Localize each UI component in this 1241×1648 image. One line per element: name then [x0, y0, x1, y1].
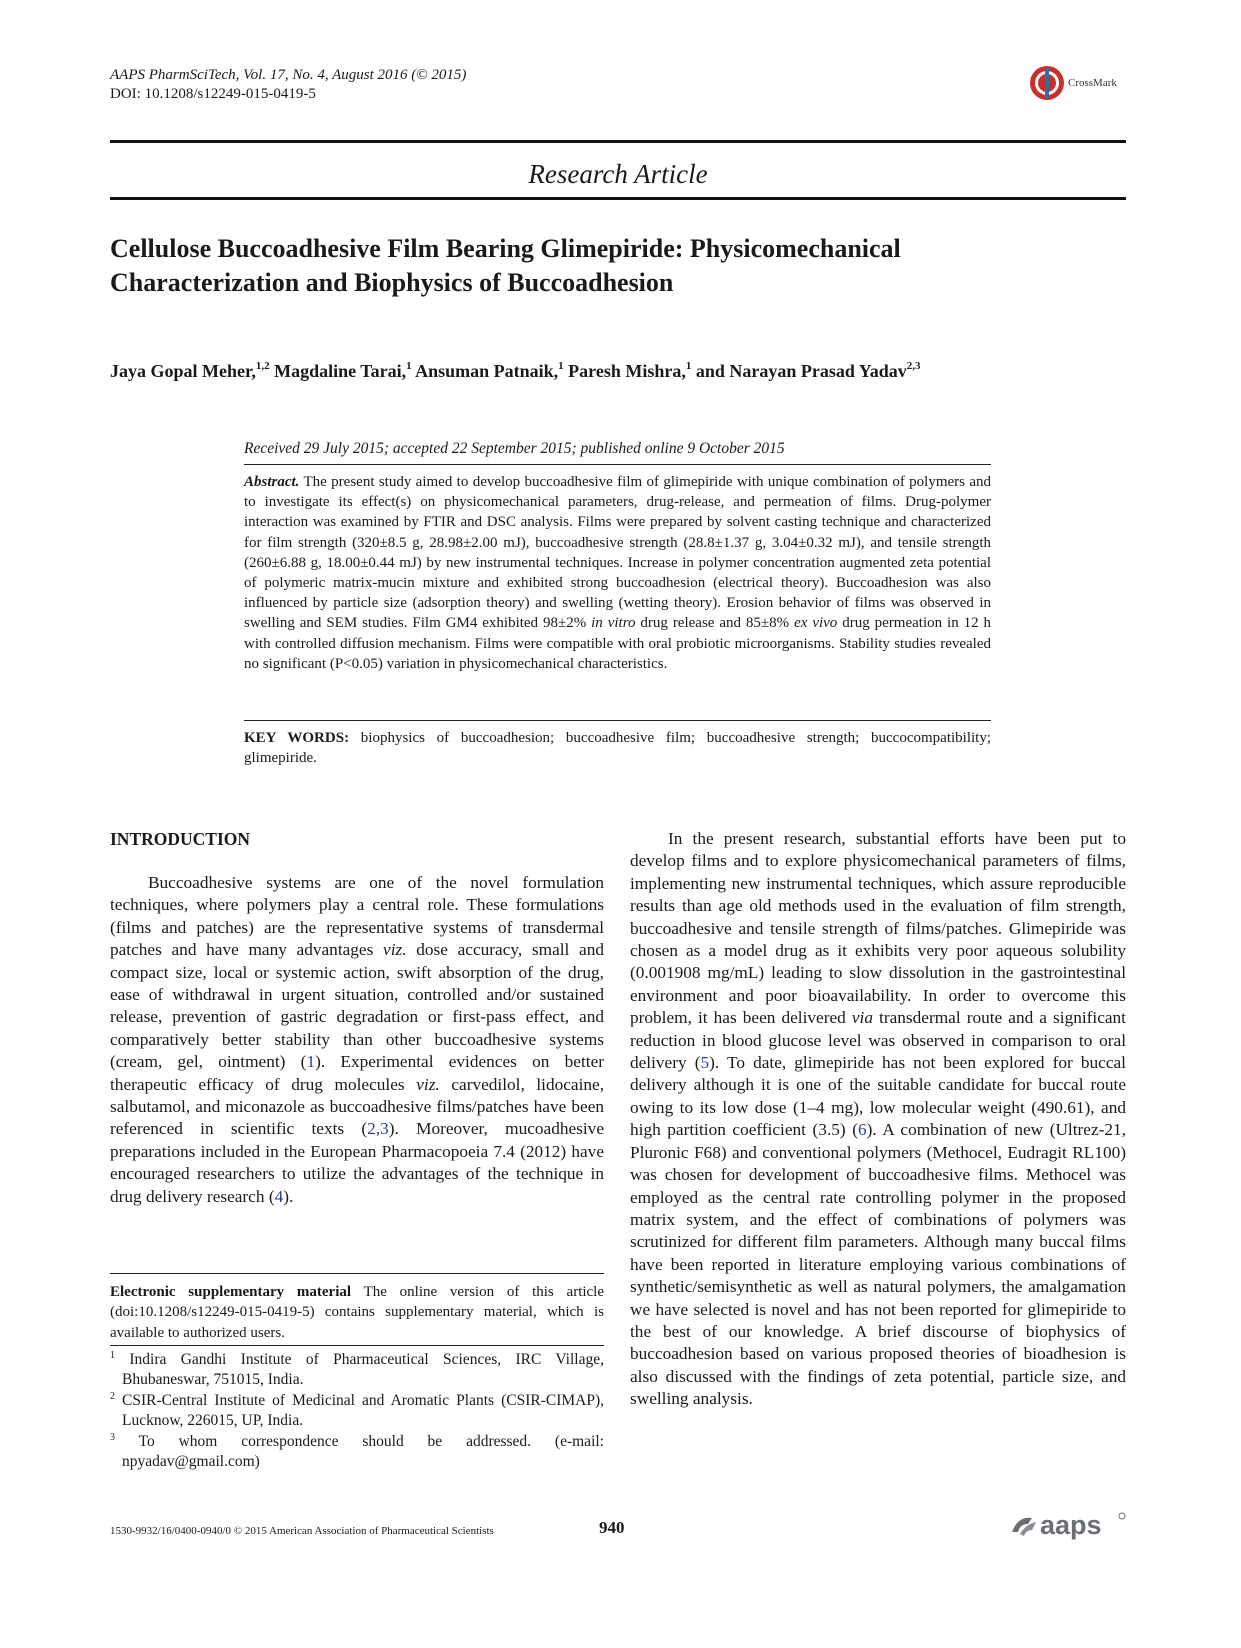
crossmark-icon [1028, 64, 1066, 102]
paragraph-text: ). A combination of new (Ultrez-21, Pluronic F68) and conventional polymers (Methocel, Eudragit RL100) was chosen for development of buccoadhesive films. Methocel was employed as the central rate controlling polymer in the proposed matrix system, and the effect of combinations of polymers was scrutinized for different film parameters. Although many buccal films have been reported in literature employing various combinations of synthetic/semisynthetic as well as natural polymers, the amalgamation we have selected is novel and has not been reported for glimepiride to the best of our knowledge. A brief discourse of biophysics of buccoadhesion based on various proposed theories of bioadhesion is also discussed with the findings of zeta potential, particle size, and swelling analysis. [630, 1120, 1126, 1409]
author-name: Magdaline Tarai, [274, 361, 407, 381]
abstract-top-rule [244, 464, 991, 465]
paragraph-text: ). [283, 1186, 294, 1206]
introduction-heading: INTRODUCTION [110, 829, 251, 849]
intro-paragraph-1 [110, 872, 604, 1208]
doi-line: DOI: 10.1208/s12249-015-0419-5 [110, 86, 316, 102]
abstract-text: drug permeation in 12 h with controlled diffusion mechanism. Films were compatible with oral probiotic microorganisms. Stability studies revealed no significant (P<0.05) variation in physicomechanical characteristics. [244, 615, 992, 672]
paragraph-italic: viz. [383, 940, 407, 960]
title-line-1: Cellulose Buccoadhesive Film Bearing Glimepiride: Physicomechanical [110, 234, 901, 263]
paragraph-text: In the present research, substantial efforts have been put to develop films and to explore physicomechanical parameters of films, implementing new instrumental techniques, which assure reproducible results than age old methods used in the evaluation of film strength, buccoadhesive and tensile strength of films/patches. Glimepiride was chosen as a model drug as it exhibits very poor aqueous solubility (0.001908 mg/mL) leading to slow dissolution in the gastrointestinal environment and poor bioavailability. In order to overcome this problem, it has been delivered [630, 829, 1126, 1028]
paragraph-text: transdermal route and a significant reduction in blood glucose level was observed in comparison to oral delivery ( [630, 1008, 1126, 1073]
paragraph-text: ). Experimental evidences on better therapeutic efficacy of drug molecules [110, 1052, 605, 1094]
paragraph-text: ). To date, glimepiride has not been explored for buccal delivery although it is one of the suitable candidate for buccal route owing to its low dose (1–4 mg), low molecular weight (490.61), and high partition coefficient (3.5) ( [630, 1053, 1126, 1140]
abstract-bottom-rule [244, 720, 991, 721]
abstract-text: drug release and 85±8% [640, 615, 790, 632]
affiliation-number: 3 [110, 1432, 115, 1443]
section-label: Research Article [528, 159, 708, 189]
crossmark-label: CrossMark [1068, 77, 1117, 89]
affiliation-3 [110, 1432, 604, 1473]
author-name: Jaya Gopal Meher, [110, 361, 256, 381]
author-name: and Narayan Prasad Yadav [695, 361, 907, 381]
keywords-text: biophysics of buccoadhesion; buccoadhesive film; buccoadhesive strength; buccocompatibility; glimepiride. [244, 730, 991, 766]
supplementary-note [110, 1282, 604, 1343]
author-affiliation: 1 [685, 360, 692, 372]
paragraph-text: dose accuracy, small and compact size, local or systemic action, swift absorption of the drug, ease of withdrawal in urgent situation, controlled and/or sustained release, prevention of gastric degradation or first-pass effect, and comparatively better stability than other buccoadhesive systems (cream, gel, ointment) ( [110, 940, 604, 1072]
author-list [110, 360, 1130, 382]
footnote-rule [110, 1273, 604, 1274]
affiliation-text: CSIR-Central Institute of Medicinal and Aromatic Plants (CSIR-CIMAP), Lucknow, 226015, UP, India. [122, 1392, 604, 1430]
citation-link[interactable]: 4 [274, 1186, 284, 1206]
keywords [244, 728, 991, 768]
abstract-text: The present study aimed to develop buccoadhesive film of glimepiride with unique combination of polymers and to investigate its effect(s) on physicomechanical parameters, drug-release, and permeation of films. Drug-polymer interaction was examined by FTIR and DSC analysis. Films were prepared by solvent casting technique and characterized for film strength (320±8.5 g, 28.98±2.00 mJ), buccoadhesive strength (28.8±1.37 g, 3.04±0.32 mJ), and tensile strength (260±6.88 g, 18.00±0.44 mJ) by new instrumental techniques. Increase in polymer concentration augmented zeta potential of polymeric matrix-mucin mixture and exhibited strong buccoadhesion (electrical theory). Buccoadhesion was also influenced by particle size (adsorption theory) and swelling (wetting theory). Erosion behavior of films was observed in swelling and SEM studies. Film GM4 exhibited 98±2% [244, 474, 991, 632]
affiliation-2 [110, 1391, 604, 1432]
title-line-2: Characterization and Biophysics of Buccoadhesion [110, 268, 674, 297]
citation-link[interactable]: 1 [306, 1052, 316, 1072]
author-affiliation: 1 [406, 360, 412, 372]
abstract-ex-vivo: ex vivo [794, 615, 838, 632]
author-affiliation: 1,2 [255, 360, 270, 372]
paragraph-text: Buccoadhesive systems are one of the novel formulation techniques, where polymers play a central role. These formulations (films and patches) are the representative systems of transdermal patches and have many advantages [110, 873, 604, 960]
author-affiliation: 1 [558, 360, 564, 372]
author-name: Ansuman Patnaik, [415, 361, 559, 381]
affiliation-rule [110, 1345, 604, 1346]
section-rule [110, 197, 1126, 200]
abstract [244, 472, 991, 674]
received-dates: Received 29 July 2015; accepted 22 September 2015; published online 9 October 2015 [244, 440, 785, 457]
logo-wordmark: aaps [1040, 1510, 1102, 1540]
article-title [110, 232, 1110, 300]
author-affiliation: 2,3 [906, 360, 921, 372]
citation-link[interactable]: 2,3 [367, 1119, 389, 1139]
affiliation-text: Indira Gandhi Institute of Pharmaceutical Sciences, IRC Village, Bhubaneswar, 751015, India. [122, 1351, 604, 1389]
author-name: Paresh Mishra, [568, 361, 686, 381]
issn-copyright: 1530-9932/16/0400-0940/0 © 2015 American Association of Pharmaceutical Scientists [110, 1525, 494, 1537]
aaps-logo [1010, 1510, 1126, 1540]
journal-citation: AAPS PharmSciTech, Vol. 17, No. 4, August 2016 (© 2015) [110, 67, 467, 83]
page-number: 940 [599, 1518, 625, 1537]
paragraph-italic: via [851, 1008, 873, 1028]
citation-link[interactable]: 6 [857, 1120, 867, 1140]
keywords-label: KEY WORDS: [244, 730, 350, 746]
abstract-in-vitro: in vitro [591, 615, 636, 632]
affiliation-number: 1 [110, 1350, 115, 1361]
citation-link[interactable]: 5 [700, 1053, 710, 1073]
paragraph-text: carvedilol, lidocaine, salbutamol, and miconazole as buccoadhesive films/patches have been referenced in scientific texts ( [110, 1074, 605, 1139]
esm-text: The online version of this article (doi:10.1208/s12249-015-0419-5) contains supplementary material, which is available to authorized users. [110, 1284, 605, 1341]
abstract-label: Abstract. [244, 474, 300, 490]
intro-paragraph-2 [630, 828, 1126, 1411]
top-rule [110, 140, 1126, 143]
paragraph-italic: viz. [416, 1074, 440, 1094]
affiliation-text: To whom correspondence should be addressed. (e-mail: npyadav@gmail.com) [122, 1433, 604, 1471]
paragraph-text: ). Moreover, mucoadhesive preparations included in the European Pharmacopoeia 7.4 (2012) have encouraged researchers to utilize the advantages of the technique in drug delivery research ( [110, 1119, 604, 1206]
crossmark-badge[interactable] [1028, 64, 1128, 104]
aaps-logo-icon [1010, 1510, 1126, 1540]
affiliation-1 [110, 1350, 604, 1391]
esm-label: Electronic supplementary material [110, 1284, 352, 1300]
affiliation-number: 2 [110, 1391, 115, 1402]
